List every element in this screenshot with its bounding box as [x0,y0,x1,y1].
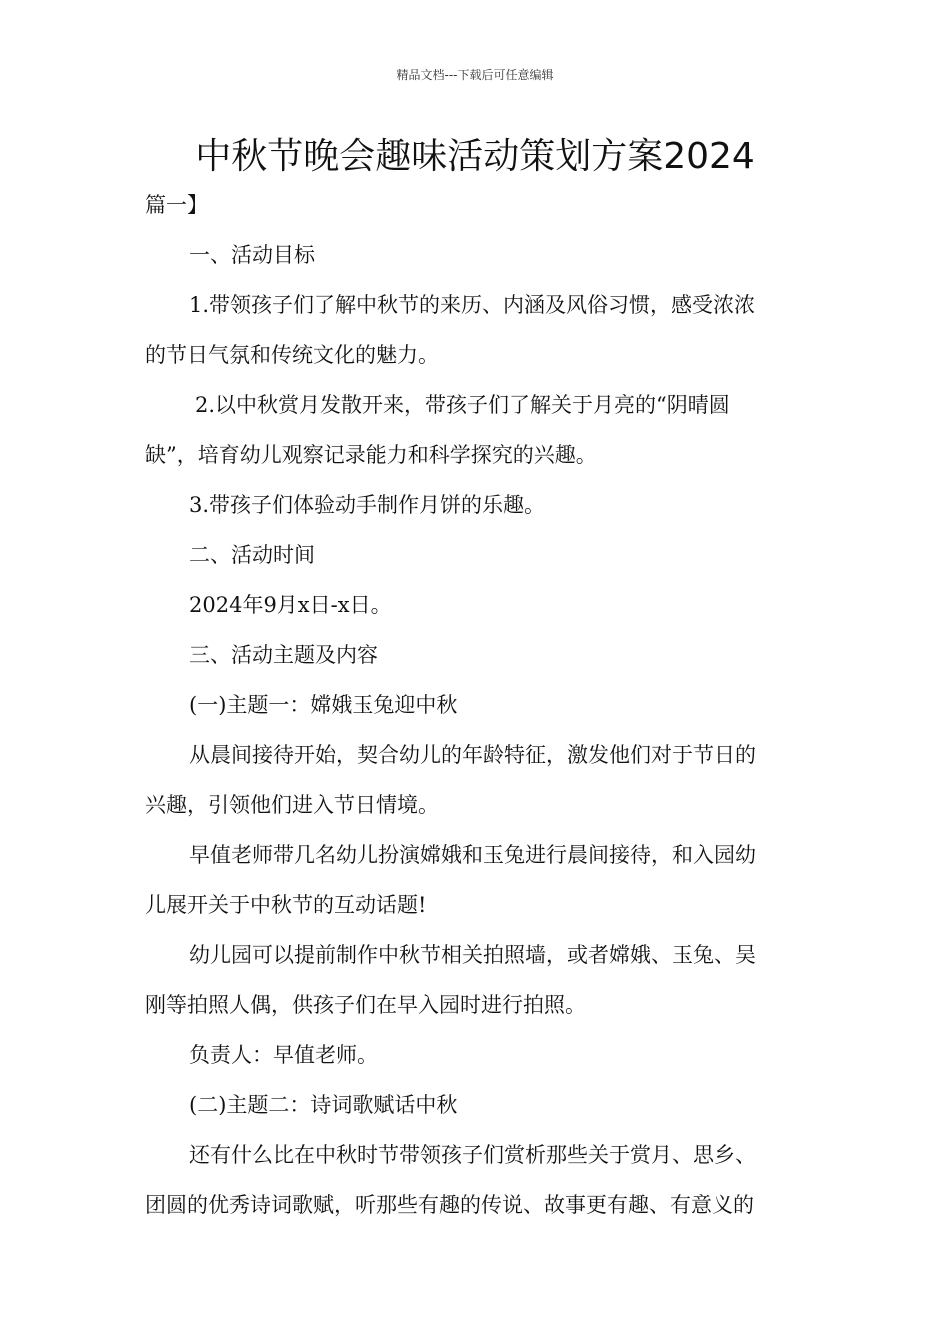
paragraph-line: 一、活动目标 [189,243,315,267]
document-title: 中秋节晚会趣味活动策划方案2024 [195,136,755,177]
paragraph-line: 兴趣，引领他们进入节日情境。 [145,793,439,817]
paragraph-line: (一)主题一：嫦娥玉兔迎中秋 [189,693,458,717]
paragraph-line: 负责人：早值老师。 [189,1043,378,1067]
paragraph-line: 3.带孩子们体验动手制作月饼的乐趣。 [189,493,546,517]
paragraph-line: 儿展开关于中秋节的互动话题! [145,893,427,917]
paragraph-line: 早值老师带几名幼儿扮演嫦娥和玉兔进行晨间接待，和入园幼 [189,843,756,867]
paragraph-line: 还有什么比在中秋时节带领孩子们赏析那些关于赏月、思乡、 [189,1143,756,1167]
paragraph-line: 1.带领孩子们了解中秋节的来历、内涵及风俗习惯，感受浓浓 [189,293,756,317]
page-header: 精品文档---下载后可任意编辑 [396,68,554,82]
paragraph-line: 二、活动时间 [189,543,315,567]
paragraph-line: 的节日气氛和传统文化的魅力。 [145,343,439,367]
paragraph-line: 团圆的优秀诗词歌赋，听那些有趣的传说、故事更有趣、有意义的 [145,1193,754,1217]
paragraph-line: 篇一】 [145,193,208,217]
paragraph-line: 2.以中秋赏月发散开来，带孩子们了解关于月亮的“阴晴圆 [195,393,730,417]
document-body [145,180,807,1230]
paragraph-line: 2024年9月x日-x日。 [189,593,392,617]
paragraph-line: 从晨间接待开始，契合幼儿的年龄特征，激发他们对于节日的 [189,743,756,767]
paragraph-line: 缺”，培育幼儿观察记录能力和科学探究的兴趣。 [145,443,597,467]
paragraph-line: 刚等拍照人偶，供孩子们在早入园时进行拍照。 [145,993,586,1017]
paragraph-line: 幼儿园可以提前制作中秋节相关拍照墙，或者嫦娥、玉兔、吴 [189,943,756,967]
paragraph-line: 三、活动主题及内容 [189,643,378,667]
paragraph-line: (二)主题二：诗词歌赋话中秋 [189,1093,458,1117]
